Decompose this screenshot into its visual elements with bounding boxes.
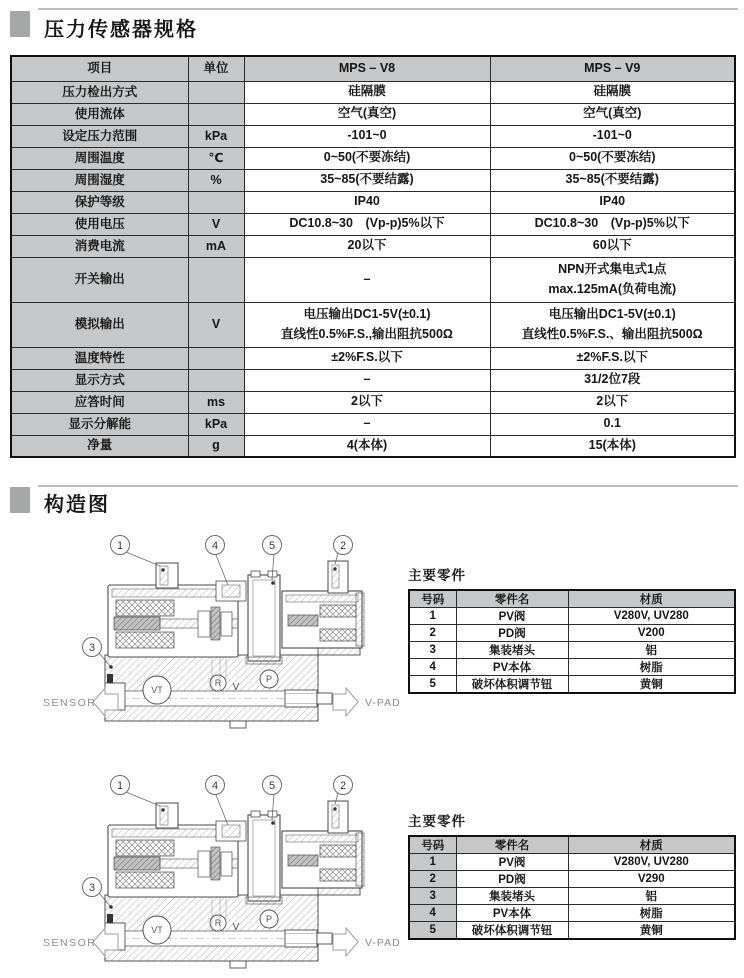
vpad-arrow-icon: [333, 688, 358, 716]
p-label: P: [265, 914, 273, 924]
section2-bullet: [10, 487, 30, 513]
spec-v9-cell: 电压输出DC1-5V(±0.1) 直线性0.5%F.S.、输出阻抗500Ω: [490, 302, 735, 347]
parts-row: [409, 854, 735, 871]
spec-v9-cell: 0.1: [490, 413, 735, 435]
spec-unit-cell: kPa: [188, 413, 244, 435]
spec-row: [11, 413, 735, 435]
left-coil-upper: [116, 840, 174, 856]
seal-block: [107, 914, 113, 923]
callout4-leader: [216, 795, 228, 825]
part-name-cell: 集装堵头: [456, 888, 568, 905]
spec-row: [11, 435, 735, 457]
spec-v8-cell: 4(本体): [244, 435, 490, 457]
part-name-cell: 破坏体积调节钮: [456, 922, 568, 940]
spec-v8-cell: –: [244, 369, 490, 391]
spec-item-cell: 模拟输出: [11, 302, 188, 347]
p-label: P: [265, 674, 273, 684]
callout1-target-dot: [161, 808, 164, 811]
left-plunger: [114, 617, 160, 630]
spec-item-cell: 温度特性: [11, 347, 188, 369]
part-name-cell: PV本体: [456, 905, 568, 922]
spec-unit-cell: [188, 347, 244, 369]
spec-item-cell: 净量: [11, 435, 188, 457]
v-label: V: [232, 922, 240, 933]
section1-bullet: [10, 11, 30, 37]
spec-header-item: 项目: [11, 56, 188, 81]
parts-row: [409, 659, 735, 676]
parts-row: [409, 922, 735, 940]
part-no-cell: 1: [409, 608, 456, 625]
spec-v8-cell: 电压输出DC1-5V(±0.1) 直线性0.5%F.S.,输出阻抗500Ω: [244, 302, 490, 347]
spec-unit-cell: mA: [188, 235, 244, 257]
part-material-cell: 树脂: [568, 905, 735, 922]
parts-table-2-title: 主要零件: [408, 814, 466, 829]
parts-row: [409, 888, 735, 905]
spec-item-cell: 保护等级: [11, 191, 188, 213]
spec-item-cell: 周围温度: [11, 147, 188, 169]
parts-header-row: [409, 590, 735, 608]
spec-v8-cell: –: [244, 257, 490, 302]
section1-title: 压力传感器规格: [44, 19, 198, 41]
spec-item-cell: 开关输出: [11, 257, 188, 302]
spec-row: [11, 147, 735, 169]
callout4-number: 4: [211, 540, 219, 552]
part-name-cell: PV本体: [456, 659, 568, 676]
spec-unit-cell: V: [188, 302, 244, 347]
spec-unit-cell: ms: [188, 391, 244, 413]
callout1-number: 1: [116, 780, 124, 792]
spec-row: [11, 369, 735, 391]
spec-item-cell: 应答时间: [11, 391, 188, 413]
vt-label: VT: [151, 925, 163, 935]
part-name-cell: 破坏体积调节钮: [456, 676, 568, 694]
spec-row: [11, 235, 735, 257]
spec-v9-cell: 60以下: [490, 235, 735, 257]
parts-table-1-title: 主要零件: [408, 568, 466, 583]
valve-assembly: [100, 561, 364, 728]
valve-assembly: [100, 801, 364, 968]
sensor-label: SENSOR: [43, 697, 97, 709]
spec-item-cell: 显示分解能: [11, 413, 188, 435]
spec-unit-cell: %: [188, 169, 244, 191]
vpad-label: V-PAD: [365, 937, 401, 949]
part-no-cell: 2: [409, 625, 456, 642]
part-name-cell: PD阀: [456, 625, 568, 642]
parts-row: [409, 625, 735, 642]
part-material-cell: V200: [568, 625, 735, 642]
part-material-cell: V280V, UV280: [568, 854, 735, 871]
right-fitting-stub: [317, 933, 332, 944]
spec-v9-cell: 2以下: [490, 391, 735, 413]
spec-item-cell: 消费电流: [11, 235, 188, 257]
spec-unit-cell: [188, 257, 244, 302]
part-material-cell: V290: [568, 871, 735, 888]
left-coil-upper: [116, 600, 174, 616]
parts-header-row: [409, 836, 735, 854]
callout5-target-dot: [271, 581, 275, 585]
part-no-cell: 2: [409, 871, 456, 888]
part-name-cell: PD阀: [456, 871, 568, 888]
spec-v8-cell: 0~50(不要冻结): [244, 147, 490, 169]
right-coil-lower: [320, 629, 356, 641]
spec-item-cell: 周围湿度: [11, 169, 188, 191]
spec-v9-cell: -101~0: [490, 125, 735, 147]
parts-row: [409, 905, 735, 922]
spec-item-cell: 压力检出方式: [11, 81, 188, 103]
manifold-bottom-notch: [230, 721, 246, 728]
parts-header-no: 号码: [409, 590, 456, 608]
spec-row: [11, 125, 735, 147]
spec-row: [11, 191, 735, 213]
right-plunger: [288, 615, 318, 626]
part-no-cell: 4: [409, 659, 456, 676]
right-fitting: [285, 690, 317, 707]
parts-row: [409, 871, 735, 888]
spec-v9-cell: DC10.8~30 (Vp-p)5%以下: [490, 213, 735, 235]
callout1-leader: [126, 792, 160, 806]
spec-item-cell: 使用电压: [11, 213, 188, 235]
part-name-cell: PV阀: [456, 854, 568, 871]
section2-topline: [38, 485, 738, 487]
callout1-target-dot: [161, 568, 164, 571]
spec-v9-cell: NPN开式集电式1点 max.125mA(负荷电流): [490, 257, 735, 302]
spec-row: [11, 213, 735, 235]
callout2-number: 2: [339, 780, 347, 792]
spec-v8-cell: 硅隔膜: [244, 81, 490, 103]
callout5-number: 5: [268, 780, 276, 792]
left-coil-lower: [116, 632, 174, 648]
parts-row: [409, 676, 735, 694]
spec-row: [11, 103, 735, 125]
right-fitting: [285, 930, 317, 947]
callout2-target-dot: [333, 567, 336, 570]
vpad-label: V-PAD: [365, 697, 401, 709]
spec-unit-cell: V: [188, 213, 244, 235]
spec-row: [11, 347, 735, 369]
callout4-number: 4: [211, 780, 219, 792]
spec-unit-cell: [188, 103, 244, 125]
part-no-cell: 1: [409, 854, 456, 871]
spec-v8-cell: –: [244, 413, 490, 435]
right-plunger: [288, 855, 318, 866]
parts-table-1-grid: [408, 589, 736, 694]
callout4-leader: [216, 555, 228, 585]
part-no-cell: 4: [409, 905, 456, 922]
spec-v9-cell: ±2%F.S.以下: [490, 347, 735, 369]
parts-header-material: 材质: [568, 590, 735, 608]
part-material-cell: 铝: [568, 888, 735, 905]
spec-v9-cell: 硅隔膜: [490, 81, 735, 103]
spec-header-unit: 单位: [188, 56, 244, 81]
spec-row: [11, 81, 735, 103]
seal-block: [107, 674, 113, 683]
callout5-target-dot: [271, 821, 275, 825]
v-label: V: [232, 682, 240, 693]
sensor-label: SENSOR: [43, 937, 97, 949]
part-no-cell: 5: [409, 676, 456, 694]
spec-row: [11, 302, 735, 347]
spec-header-v9: MPS – V9: [490, 56, 735, 81]
spec-row: [11, 391, 735, 413]
part-material-cell: 黄铜: [568, 922, 735, 940]
spec-v8-cell: 35~85(不要结露): [244, 169, 490, 191]
spec-header-v8: MPS – V8: [244, 56, 490, 81]
spec-item-cell: 设定压力范围: [11, 125, 188, 147]
spec-item-cell: 使用流体: [11, 103, 188, 125]
part-material-cell: V280V, UV280: [568, 608, 735, 625]
callout5-number: 5: [268, 540, 276, 552]
part-no-cell: 3: [409, 642, 456, 659]
parts-table-2-grid: [408, 835, 736, 940]
spec-v9-cell: 0~50(不要冻结): [490, 147, 735, 169]
parts-row: [409, 608, 735, 625]
callout3-number: 3: [88, 882, 96, 894]
vt-label: VT: [151, 685, 163, 695]
spec-row: [11, 257, 735, 302]
spec-item-cell: 显示方式: [11, 369, 188, 391]
parts-header-material: 材质: [568, 836, 735, 854]
spec-v8-cell: 2以下: [244, 391, 490, 413]
spec-v8-cell: 空气(真空): [244, 103, 490, 125]
section2-title: 构造图: [44, 494, 110, 516]
callout3-number: 3: [88, 642, 96, 654]
spec-v9-cell: 31/2位7段: [490, 369, 735, 391]
spec-unit-cell: kPa: [188, 125, 244, 147]
part-no-cell: 5: [409, 922, 456, 940]
spec-unit-cell: [188, 81, 244, 103]
parts-header-name: 零件名: [456, 836, 568, 854]
spec-header-row: [11, 56, 735, 81]
right-coil-upper: [320, 845, 356, 857]
left-plunger: [114, 857, 160, 870]
section1-topline: [38, 8, 738, 10]
spec-row: [11, 169, 735, 191]
spec-table: [10, 55, 736, 458]
spec-v9-cell: 35~85(不要结露): [490, 169, 735, 191]
right-coil-lower: [320, 869, 356, 881]
spec-v8-cell: IP40: [244, 191, 490, 213]
parts-header-no: 号码: [409, 836, 456, 854]
parts-table-2: [408, 810, 734, 940]
part-no-cell: 3: [409, 888, 456, 905]
part-name-cell: PV阀: [456, 608, 568, 625]
manifold-bottom-notch: [230, 961, 246, 968]
callout1-leader: [126, 552, 160, 566]
spec-v9-cell: 15(本体): [490, 435, 735, 457]
parts-row: [409, 642, 735, 659]
parts-table-1: [408, 564, 734, 694]
spec-v8-cell: DC10.8~30 (Vp-p)5%以下: [244, 213, 490, 235]
spec-v9-cell: IP40: [490, 191, 735, 213]
right-coil-upper: [320, 605, 356, 617]
part-name-cell: 集装堵头: [456, 642, 568, 659]
spec-unit-cell: [188, 369, 244, 391]
part-material-cell: 黄铜: [568, 676, 735, 694]
callout2-target-dot: [333, 807, 336, 810]
valve-cross-section-drawing: [30, 773, 440, 978]
spec-v8-cell: 20以下: [244, 235, 490, 257]
parts-header-name: 零件名: [456, 590, 568, 608]
left-coil-lower: [116, 872, 174, 888]
callout1-number: 1: [116, 540, 124, 552]
valve-cross-section-drawing: [30, 533, 440, 748]
part-material-cell: 树脂: [568, 659, 735, 676]
r-label: R: [214, 918, 222, 928]
spec-v8-cell: ±2%F.S.以下: [244, 347, 490, 369]
structure-diagram-2: [30, 773, 440, 978]
spec-v8-cell: -101~0: [244, 125, 490, 147]
right-fitting-stub: [317, 693, 332, 704]
vpad-arrow-icon: [333, 928, 358, 956]
structure-diagram-1: [30, 533, 440, 748]
spec-unit-cell: g: [188, 435, 244, 457]
spec-unit-cell: [188, 191, 244, 213]
spec-unit-cell: ℃: [188, 147, 244, 169]
spec-v9-cell: 空气(真空): [490, 103, 735, 125]
callout2-number: 2: [339, 540, 347, 552]
part-material-cell: 铝: [568, 642, 735, 659]
r-label: R: [214, 678, 222, 688]
